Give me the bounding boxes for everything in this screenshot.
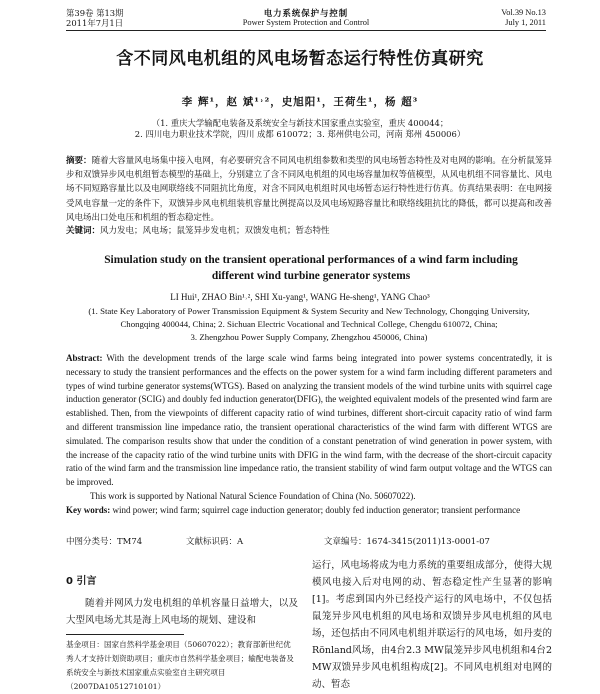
volume-issue: 第39卷 第13期 [66,8,124,18]
affiliation-cn-line-1: （1. 重庆大学输配电装备及系统安全与新技术国家重点实验室，重庆 400044； [151,118,449,128]
journal-name-en: Power System Protection and Control [242,18,370,27]
keywords-en-text: wind power; wind farm; squirrel cage induction generator; doubly fed induction generator; transient performance [112,505,521,515]
abstract-en-label: Abstract: [66,353,103,363]
paper-title-en: Simulation study on the transient operational performances of a wind farm including different wind turbine generator systems [104,254,518,282]
body-text-left-column: 随着并网风力发电机组的单机容量日益增大，以及大型风电场尤其是海上风电场的规划、建设和 [66,598,298,626]
funding-footnote-cn: 基金项目：国家自然科学基金项目（50607022）；教育部新世纪优秀人才支持计划资助项目；重庆市自然科学基金项目；输配电装备及系统安全与新技术国家重点实验室自主研究项目（2007DA10512710101） [66,640,294,691]
keywords-cn-label: 关键词： [66,226,101,236]
authors-en: LI Hui¹, ZHAO Bin¹˒², SHI Xu-yang¹, WANG He-sheng¹, YANG Chao³ [170,292,430,302]
body-text-right-column: 运行，风电场将成为电力系统的重要组成部分，使得大规模风电接入后对电网的动、暂态稳定性产生显著的影响[1]。考虑到国内外已经投产运行的风电场中，不仅包括鼠笼异步风电机组的风电场和双馈异步风电机组的风电场，还包括由不同风电机组并联运行的风电场，如丹麦的Rönland风场，由4台2.3 MW鼠笼异步风电机组和4台2 MW双馈异步风电机组构成[2]。不同风电机组对电网的动、暂态 [312,560,552,690]
authors-cn: 李 辉¹，赵 斌¹˒²，史旭阳¹，王荷生¹，杨 超³ [181,96,419,108]
affiliation-cn-line-2: 2. 四川电力职业技术学院，四川 成都 610072；3. 郑州供电公司，河南 郑州 450006） [134,129,466,139]
abstract-cn [66,154,552,225]
affiliation-en-line-2: Chongqing 400044, China; 2. Sichuan Electric Vocational and Technical College, Chengdu 610072, China; [120,319,498,329]
journal-name-cn: 电力系统保护与控制 [263,8,349,18]
keywords-en-label: Key words: [66,505,111,515]
running-header [66,8,546,31]
affiliation-en-line-3: 3. Zhengzhou Power Supply Company, Zhengzhou 450006, China) [190,332,428,342]
article-number: 文章编号：1674-3415(2011)13-0001-07 [324,537,490,547]
volume-issue-en: Vol.39 No.13 [501,8,546,17]
clc-number: 中图分类号：TM74 [66,537,143,547]
affiliation-en-line-1: (1. State Key Laboratory of Power Transmission Equipment & System Security and New Technology, Chongqing University, [88,306,530,316]
issue-date-en: July 1, 2011 [505,18,546,27]
footnote-divider [66,634,184,635]
section-heading-introduction: 0 引言 [66,576,97,587]
funding-en: This work is supported by National Natural Science Foundation of China (No. 50607022). [90,491,416,501]
abstract-cn-label: 摘要： [66,156,92,166]
affiliations-en [66,305,552,344]
keywords-cn-text: 风力发电；风电场；鼠笼异步发电机；双馈发电机；暂态特性 [100,226,330,236]
keywords-en [66,505,520,515]
paper-title-cn: 含不同风电机组的风电场暂态运行特性仿真研究 [116,49,484,69]
keywords-cn [66,224,552,238]
abstract-en-text: With the development trends of the large scale wind farms being integrated into power systems concentratedly, it is necessary to study the transient performances and the effects on the power system for a wind farm including different parameters and types of wind turbine generator systems(WTGS). Based on analyzing the transient models of the wind turbine units with squirrel cage induction generator (SCIG) and doubly fed induction generator(DFIG), the weighted equivalent models of the presented wind farm are established. Then, from the viewpoints of different capacity ratio of wind turbines, different short-circuit capacity ratio of wind farm and different transmission line impedance ratio, the transient operational characteristics of the wind farm with different WTGS are simulated. The comparison results show that under the condition of a constant penetration of wind generation in power system, with the increase of the capacity ratio of the wind turbine units with DFIG in the wind farm, with the decrease of the short-circuit capacity ratio of the wind farm and the transmission line impedance ratio, the transient stability of wind farm output voltage and the WTGS can be improved. [66,353,552,488]
abstract-cn-text: 随着大容量风电场集中接入电网，有必要研究含不同风电机组参数和类型的风电场暂态特性及对电网的影响。在分析鼠笼异步和双馈异步风电机组暂态模型的基础上，分别建立了含不同风电机组的风电场容量加权等值模型，从风电机组不同容量比、风电场不同短路容量比以及电网联络线不同阻抗比角度，对含不同风电机组时风电场暂态运行特性进行仿真。仿真结果表明：在电网接受风电容量一定的条件下，双馈异步风电机组装机容量比例提高以及风电场短路容量比和联络线阻抗比的降低，都可以提高和改善风电场出口处电压和机组的暂态稳定性。 [66,156,552,223]
document-code: 文献标识码：A [186,537,244,547]
abstract-en [66,352,552,490]
issue-date-cn: 2011年7月1日 [66,18,124,28]
